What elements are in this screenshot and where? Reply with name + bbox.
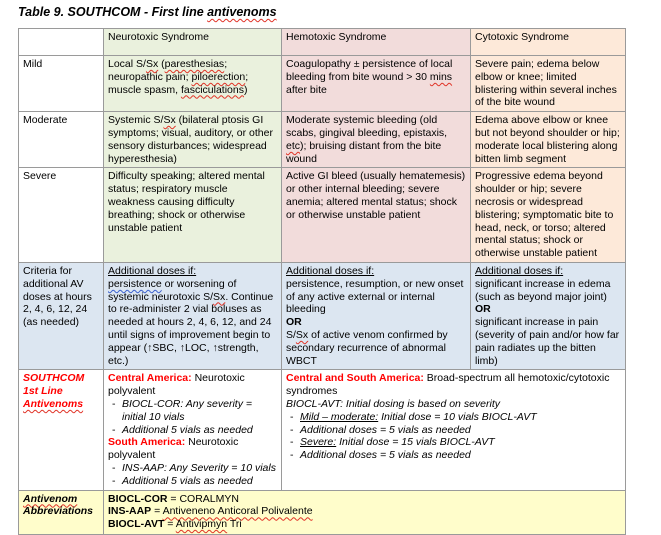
cell-criteria-hemotoxic: Additional doses if: persistence, resumption, or new onset of any active external or internal bleeding OR S/Sx of active venom confirmed by secondary recurrence of abnormal WBCT: [282, 262, 471, 369]
cell-mild-hemotoxic: Coagulopathy ± persistence of local bleeding from bite wound > 30 mins after bite: [282, 56, 471, 112]
row-severe: [19, 168, 626, 263]
cell-southcom-hemo-cyto: Central and South America: Broad-spectrum all hemotoxic/cytotoxic syndromes BIOCL-AVT: Initial dosing is based on severity - Mild – moderate: Initial dose = 10 vials BIOCL-AVT - Additional doses = 5 vials as needed - Severe: Initial dose = 15 vials BIOCL-AVT - Additional doses = 5 vials as needed: [282, 370, 626, 490]
row-southcom-antivenoms: [19, 370, 626, 490]
label-moderate: Moderate: [19, 112, 104, 168]
cell-mild-neurotoxic: Local S/Sx (paresthesias; neuropathic pain; piloerection; muscle spasm, fasciculations): [104, 56, 282, 112]
cell-criteria-neurotoxic: Additional doses if: persistence or worsening of systemic neurotoxic S/Sx. Continue to re-administer 2 vial boluses as needed at hours 2, 4, 6, 12, and 24 until signs of improvement begin to appear (↑SBC, ↑LOC, ↑strength, etc.): [104, 262, 282, 369]
cell-mild-cytotoxic: Severe pain; edema below elbow or knee; limited blistering within several inches of the bite wound: [471, 56, 626, 112]
cell-severe-hemotoxic: Active GI bleed (usually hematemesis) or other internal bleeding; severe anemia; altered mental status; shock or otherwise unstable patient: [282, 168, 471, 263]
cell-severe-neurotoxic: Difficulty speaking; altered mental status; respiratory muscle weakness causing difficulty breathing; shock or otherwise unstable patient: [104, 168, 282, 263]
row-moderate: [19, 112, 626, 168]
cell-abbreviations-content: BIOCL-COR = CORALMYN INS-AAP = Antiveneno Anticoral Polivalente BIOCL-AVT = Antivipmyn Tri: [104, 490, 626, 534]
header-row: [19, 29, 626, 56]
table-title: Table 9. SOUTHCOM - First line antivenoms: [18, 5, 277, 19]
row-criteria: [19, 262, 626, 369]
cell-moderate-neurotoxic: Systemic S/Sx (bilateral ptosis GI symptoms; visual, auditory, or other sensory disturbances; widespread hyperesthesia): [104, 112, 282, 168]
label-severe: Severe: [19, 168, 104, 263]
cell-severe-cytotoxic: Progressive edema beyond shoulder or hip; severe necrosis or widespread blistering; symptomatic bite to head, neck, or torso; altered mental status; shock or otherwise unstable patient: [471, 168, 626, 263]
label-mild: Mild: [19, 56, 104, 112]
cell-moderate-cytotoxic: Edema above elbow or knee but not beyond shoulder or hip; moderate local blistering along bitten limb segment: [471, 112, 626, 168]
antivenom-table: [18, 28, 626, 535]
label-criteria-additional-doses: Criteria for additional AV doses at hours 2, 4, 6, 12, 24 (as needed): [19, 262, 104, 369]
cell-southcom-neurotoxic: Central America: Neurotoxic polyvalent - BIOCL-COR: Any severity = initial 10 vials - Additional 5 vials as needed South America: Neurotoxic polyvalent - INS-AAP: Any Severity = 10 vials - Additional 5 vials as needed: [104, 370, 282, 490]
header-hemotoxic: Hemotoxic Syndrome: [282, 29, 471, 56]
label-southcom-first-line: SOUTHCOM 1st Line Antivenoms: [19, 370, 104, 490]
label-antivenom-abbreviations: Antivenom Abbreviations: [19, 490, 104, 534]
row-mild: [19, 56, 626, 112]
header-corner-cell: [19, 29, 104, 56]
row-abbreviations: [19, 490, 626, 534]
header-neurotoxic: Neurotoxic Syndrome: [104, 29, 282, 56]
cell-criteria-cytotoxic: Additional doses if: significant increase in edema (such as beyond major joint) OR significant increase in pain (severity of pain and/or how far pain radiates up the bitten limb): [471, 262, 626, 369]
header-cytotoxic: Cytotoxic Syndrome: [471, 29, 626, 56]
cell-moderate-hemotoxic: Moderate systemic bleeding (old scabs, gingival bleeding, epistaxis, etc); bruising distant from the bite wound: [282, 112, 471, 168]
